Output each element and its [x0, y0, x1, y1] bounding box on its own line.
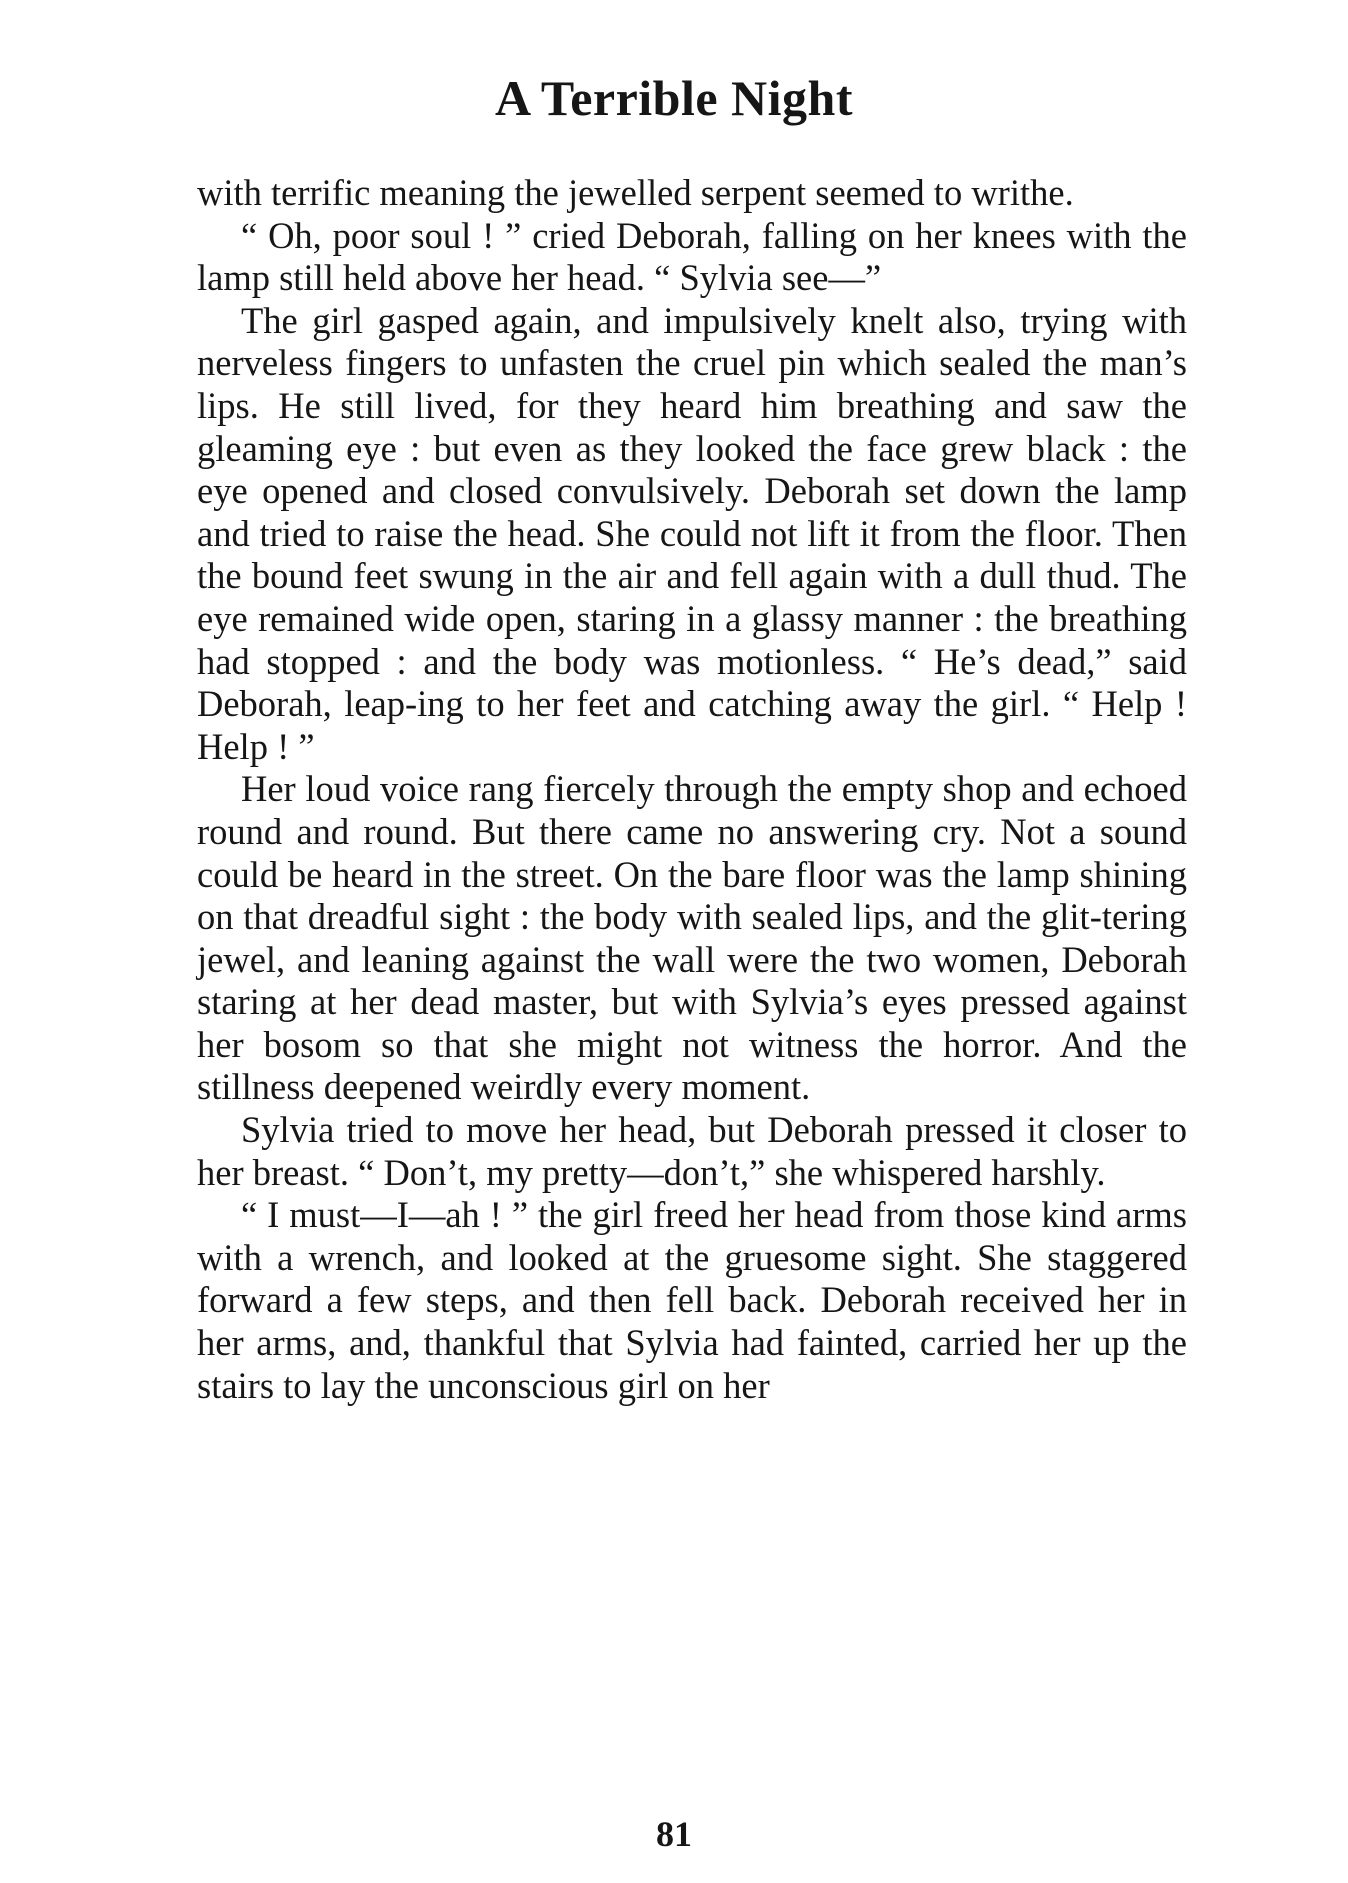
- body-text: [197, 172, 1187, 1407]
- paragraph: The girl gasped again, and impulsively knelt also, trying with nerveless fingers to unfasten the cruel pin which sealed the man’s lips. He still lived, for they heard him breathing and saw the gleaming eye : but even as they looked the face grew black : the eye opened and closed convulsively. Deborah set down the lamp and tried to raise the head. She could not lift it from the floor. Then the bound feet swung in the air and fell again with a dull thud. The eye remained wide open, staring in a glassy manner : the breathing had stopped : and the body was motionless. “ He’s dead,” said Deborah, leap-ing to her feet and catching away the girl. “ Help ! Help ! ”: [197, 299, 1187, 767]
- page-number: 81: [656, 1814, 692, 1854]
- paragraph: with terrific meaning the jewelled serpent seemed to writhe.: [197, 172, 1074, 213]
- paragraph: Her loud voice rang fiercely through the empty shop and echoed round and round. But there came no answering cry. Not a sound could be heard in the street. On the bare floor was the lamp shining on that dreadful sight : the body with sealed lips, and the glit-tering jewel, and leaning against the wall were the two women, Deborah staring at her dead master, but with Sylvia’s eyes pressed against her bosom so that she might not witness the horror. And the stillness deepened weirdly every moment.: [197, 768, 1187, 1108]
- paragraph: “ I must—I—ah ! ” the girl freed her head from those kind arms with a wrench, and looked at the gruesome sight. She staggered forward a few steps, and then fell back. Deborah received her in her arms, and, thankful that Sylvia had fainted, carried her up the stairs to lay the unconscious girl on her: [197, 1194, 1187, 1406]
- paragraph: “ Oh, poor soul ! ” cried Deborah, falling on her knees with the lamp still held above her head. “ Sylvia see—”: [197, 214, 1187, 299]
- running-head: A Terrible Night: [494, 70, 854, 126]
- paragraph: Sylvia tried to move her head, but Deborah pressed it closer to her breast. “ Don’t, my pretty—don’t,” she whispered harshly.: [197, 1109, 1187, 1193]
